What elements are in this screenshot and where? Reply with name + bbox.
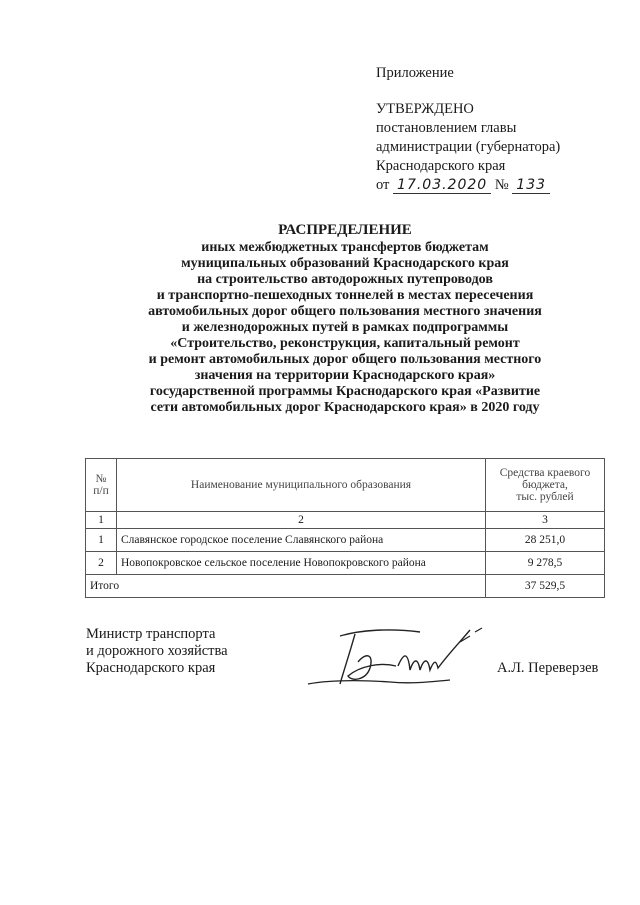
header-amount-line-1: Средства краевого (499, 467, 591, 479)
row-num: 1 (86, 529, 117, 552)
title-line: на строительство автодорожных путепроводов (197, 272, 493, 287)
title-line: сети автомобильных дорог Краснодарского края» в 2020 году (150, 400, 540, 415)
title-line: государственной программы Краснодарского края «Развитие (149, 384, 541, 399)
approval-block (376, 64, 560, 195)
header-name: Наименование муниципального образования (117, 459, 486, 512)
header-num: № п/п (86, 459, 117, 512)
column-number-row (86, 512, 605, 529)
header-amount-line-2: бюджета, (522, 479, 568, 491)
total-row (86, 575, 605, 598)
table-row (86, 552, 605, 575)
date-prefix: от (376, 177, 390, 193)
number-prefix: № (494, 177, 509, 193)
appendix-label: Приложение (376, 65, 454, 81)
signatory-line-2: и дорожного хозяйства (86, 643, 228, 659)
row-num: 2 (86, 552, 117, 575)
total-label: Итого (86, 575, 486, 598)
approval-line-1: постановлением главы (376, 120, 517, 136)
signatory-name: А.Л. Переверзев (497, 660, 599, 676)
signatory-line-1: Министр транспорта (86, 626, 216, 642)
signatory-title (86, 626, 228, 677)
approval-number: 133 (512, 177, 550, 194)
row-name: Славянское городское поселение Славянского района (117, 529, 486, 552)
column-number: 3 (486, 512, 605, 529)
approval-line-2: администрации (губернатора) (376, 139, 561, 155)
table-header-row (86, 459, 605, 512)
title-line: муниципальных образований Краснодарского края (181, 256, 509, 271)
handwritten-signature (300, 622, 500, 702)
row-amount: 9 278,5 (486, 552, 605, 575)
distribution-table (85, 458, 605, 598)
row-amount: 28 251,0 (486, 529, 605, 552)
total-amount: 37 529,5 (486, 575, 605, 598)
column-number: 1 (86, 512, 117, 529)
approval-line-3: Краснодарского края (376, 158, 506, 174)
signatory-line-3: Краснодарского края (86, 660, 216, 676)
title-line: автомобильных дорог общего пользования местного значения (148, 304, 542, 319)
table-row (86, 529, 605, 552)
approval-date-line (376, 176, 560, 195)
row-name: Новопокровское сельское поселение Новопокровского района (117, 552, 486, 575)
title-line: и ремонт автомобильных дорог общего пользования местного (148, 352, 542, 367)
approval-date: 17.03.2020 (393, 177, 491, 194)
title-line: и железнодорожных путей в рамках подпрограммы (181, 320, 509, 335)
header-amount-line-3: тыс. рублей (516, 491, 574, 503)
approved-label: УТВЕРЖДЕНО (376, 101, 474, 117)
title-main: РАСПРЕДЕЛЕНИЕ (278, 222, 412, 238)
title-line: и транспортно-пешеходных тоннелей в местах пересечения (156, 288, 534, 303)
document-title (100, 222, 590, 416)
header-amount (486, 459, 605, 512)
title-line: «Строительство, реконструкция, капитальный ремонт (170, 336, 520, 351)
column-number: 2 (117, 512, 486, 529)
title-line: иных межбюджетных трансфертов бюджетам (201, 240, 489, 255)
title-line: значения на территории Краснодарского края» (194, 368, 496, 383)
